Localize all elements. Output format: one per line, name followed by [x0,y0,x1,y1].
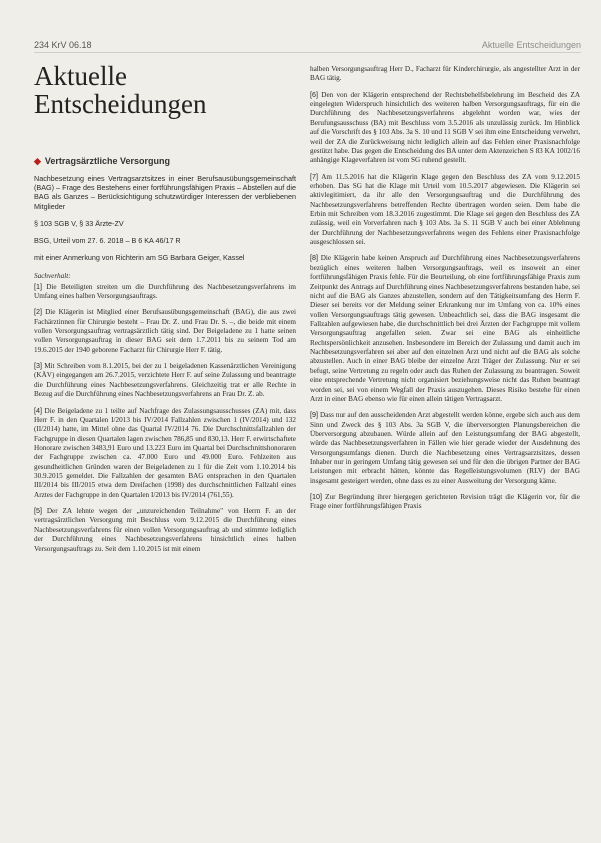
paragraph-number: [9] [310,410,318,420]
paragraph [34,282,296,302]
paragraph-number: [5] [34,506,42,516]
paragraph-number: [6] [310,89,318,99]
paragraph [310,253,580,404]
paragraph-number: [10] [310,492,322,502]
title-line-1: Aktuelle [34,61,127,91]
paragraph-text: halben Versorgungsauftrag Herr D., Facharzt für Kinderchirurgie, als angestellter Arzt in der BAG tätig. [310,65,580,83]
paragraph-text: Am 11.5.2016 hat die Klägerin Klage gegen den Beschluss des ZA vom 9.12.2015 erhoben. Das SG hat die Klage mit Urteil vom 10.5.2017 abgewiesen. Die Klägerin sei aktivlegitimiert, da ihr alle den Versorgungsauftrag und die Durchführung des Nachbesetzungsverfahrens betreffenden Rechte übertragen worden seien. Dem habe die Erbin mit Schreiben vom 18.3.2016 zugestimmt. Die Klage sei gegen den Beschluss des ZA zulässig, weil ein Vorverfahren nach § 103 Abs. 3a S. 11 SGB V auch bei einer Ablehnung der Durchführung der Nachbesetzungsverfahrens wegen des Fehlens einer Praxisnachfolge ausgeschlossen sei. [310,172,580,247]
title-line-2: Entscheidungen [34,89,207,120]
paragraph-text: Die Klägerin habe keinen Anspruch auf Durchführung eines Nachbesetzungsverfahrens bezüglich eines weiteren halben Versorgungsauftrags, weil es insoweit an einer fortführungsfähigen Praxis fehle. Für die Beurteilung, ob eine fortführungsfähige Praxis zum Zeitpunkt des Antrags auf Durchführung eines Nachbesetzungsverfahrens bestanden habe, sei nicht auf die BAG als Ganzes abzustellen, sondern auf den Tätigkeitsumfang des Herrn F. Dieser sei bereits vor der Meldung seiner Erkrankung nur im Umfang von ca. 10% eines vollen Versorgungsauftrags tätig gewesen. Unbeachtlich sei, dass die BAG insgesamt die Fallzahlen aufgewiesen habe, die durchschnittlich bei drei Ärzten der Fachgruppe mit vollem Versorgungsauftrag angefallen seien. Zwar sei eine BAG als einheitliche Rechtspersönlichkeit anzusehen. Insbesondere im Bereich der Zulassung und damit auch im Nachbesetzungsverfahren sei aber auf den einzelnen Arzt und nicht auf die BAG als solche abzustellen. Auch in einer BAG bleibe der einzelne Arzt Träger der Zulassung. Nur er sei befugt, seine Vertretung zu regeln oder auch das Ruhen der Zulassung zu beantragen. Soweit eine entsprechende Vertretung nicht organisiert beziehungsweise nicht das Ruhen beantragt worden sei, sei von einem Wegfall der Praxis auszugehen. Dieses Risiko bestehe für einen Arzt in einer BAG ebenso wie für einen allein tätigen Vertragsarzt. [310,254,581,403]
paragraph-text: Den von der Klägerin entsprechend der Rechtsbehelfsbelehrung im Bescheid des ZA eingelegten Widerspruch hinsichtlich des weiteren halben Versorgungsauftrags, für ein die Durchführung des Nachbesetzungsverfahrens abgelehnt worden war, wies der Berufungsausschuss (BA) mit Beschluss vom 3.5.2016 als unzulässig zurück. Im Hinblick auf die Vorschrift des § 103 Abs. 3a S. 10 und 11 SGB V sei ihm eine Entscheidung verwehrt, weil der ZA die Zurückweisung nicht lediglich allein auf das Fehlen einer Praxisnachfolge gestützt habe. Das gegen die Entscheidung des BA unter dem Aktenzeichen S 83 KA 1002/16 anhängige Klageverfahren ist vom SG ruhend gestellt. [310,90,581,165]
citation-text: BSG, Urteil vom 27. 6. 2018 – B 6 KA 46/17 R [34,236,181,246]
paragraph-number: [7] [310,171,318,181]
paragraph [34,506,296,554]
paragraph-text: Der ZA lehnte wegen der „unzureichenden Teilnahme" von Herrn F. an der vertragsärztlichen Versorgung mit Beschluss vom 9.12.2015 die Durchführung eines Nachbesetzungsverfahrens für einen vollen Versorgungsauftrag ab und stimmte lediglich der Durchführung eines Nachbesetzungsverfahrens hinsichtlich eines halben Versorgungsauftrags zu. Seit dem 1.10.2015 ist mit einem [34,507,296,553]
diamond-bullet-icon: ◆ [34,156,41,166]
section-heading-text: Vertragsärztliche Versorgung [44,156,170,166]
paragraph [310,64,580,84]
running-title: Aktuelle Entscheidungen [481,40,581,50]
paragraph [310,410,580,486]
page-header [34,38,581,53]
paragraph [34,361,296,399]
title-block [34,62,296,156]
facts-label: Sachverhalt: [34,272,71,281]
paragraph-text: Die Beigeladene zu 1 teilte auf Nachfrage des Zulassungsausschusses (ZA) mit, dass Herr F. in den Quartalen I/2013 bis IV/2014 Fallzahlen zwischen 1 (IV/2014) und 132 (II/2014) hatte, im Mittel ohne das Quartal IV/2014 76. Die Durchschnittsfallzahlen der Fachgruppe in diesen Quartalen lagen zwischen 786,85 und 830,13. Herr F. erwirtschaftete Honorare zwischen 3483,91 Euro und 13.223 Euro im Quartal bei Durchschnittshonoraren der Fachgruppe zwischen ca. 47.000 Euro und 49.000 Euro. Fehlzeiten aus gesundheitlichen Gründen waren der Beigeladenen zu 1 für die Zeit vom 1.10.2014 bis 30.9.2015 gemeldet. Die Fallzahlen der gesamten BAG entsprachen in den Quartalen III/2014 bis III/2015 etwa dem Dreifachen (1998) des durchschnittlichen Fallzahl eines Arztes der Fachgruppe in den Quartalen I/2013 bis IV/2014 (761,55). [34,406,297,499]
norms-text: § 103 SGB V, § 33 Ärzte-ZV [34,219,124,229]
paragraph-number: [2] [34,307,42,317]
lead-text: Nachbesetzung eines Vertragsarztsitzes in einer Berufsausübungsgemeinschaft (BAG) – Frage des Bestehens einer fortführungsfähigen Praxis – Abstellen auf die BAG als Ganzes – Berücksichtigung schutzwürdiger Interessen der verbliebenen Mitglieder [34,173,296,211]
page-info: 234 KrV 06.18 [34,40,92,50]
paragraph-number: [8] [310,253,318,263]
paragraph [34,406,296,501]
paragraph-text: Zur Begründung ihrer hiergegen gerichteten Revision trägt die Klägerin vor, für die Frage einer fortführungsfähigen Praxis [310,493,580,511]
right-column [310,64,580,518]
paragraph-text: Die Beteiligten streiten um die Durchführung des Nachbesetzungsverfahrens im Umfang eines halben Versorgungsauftrags. [34,282,297,300]
section-heading [34,156,296,168]
page-title [34,62,296,118]
paragraph-number: [3] [34,361,42,371]
annotation-text: mit einer Anmerkung von Richterin am SG Barbara Geiger, Kassel [34,252,245,262]
paragraph [34,307,296,355]
paragraph-text: Dass nur auf den ausscheidenden Arzt abgestellt werden könne, ergebe sich auch aus dem Sinn und Zweck des § 103 Abs. 3a SGB V, die überversorgten Planungsbereichen die Überversorgung abzubauen. Würde allein auf den Leistungsumfang der BAG abgestellt, würde das Nachbesetzungsverfahren in Fällen wie hier gerade wieder der Ausdehnung des Versorgungsumfangs dienen. Durch die Nachbesetzung eines Vertragsarztsitzes, dessen Inhaber nur in geringem Umfang tätig gewesen sei und für den die übrigen Partner der BAG Leistungen mit erbracht hätten, könnte das Regelleistungsvolumen (RLV) der BAG insgesamt gesteigert werden, ohne dass es zu einer Ausweitung der Versorgung käme. [310,411,580,485]
left-column [34,62,296,560]
paragraph [310,90,580,166]
paragraph-number: [4] [34,405,42,415]
paragraph-text: Die Klägerin ist Mitglied einer Berufsausübungsgemeinschaft (BAG), die aus zwei Fachärztinnen für Chirurgie besteht – Frau Dr. Z. und Frau Dr. S. –, die beide mit einem vollen Versorgungsauftrag vertragsärztlich tätig sind. Der Beigeladene zu 1 hatte seinen vollen Versorgungsauftrag in dieser BAG seit dem 1.7.2011 bis zu seinem Tod am 19.6.2015 der 1940 geborene Facharzt für Chirurgie Herr F. tätig. [34,308,297,354]
paragraph-number: [1] [34,281,42,291]
paragraph [310,172,580,248]
paragraph-text: Mit Schreiben vom 8.1.2015, bei der zu 1 beigeladenen Kassenärztlichen Vereinigung (KÄV) eingegangen am 26.7.2015, verzichtete Herr F. auf seine Zulassung und beantragte die Durchführung eines Nachbesetzungsverfahrens. Gleichzeitig trat er alle Rechte in Bezug auf die Durchführung eines Nachbesetzungsverfahrens an Frau Dr. Z. ab. [34,362,297,399]
paragraph [310,492,580,512]
